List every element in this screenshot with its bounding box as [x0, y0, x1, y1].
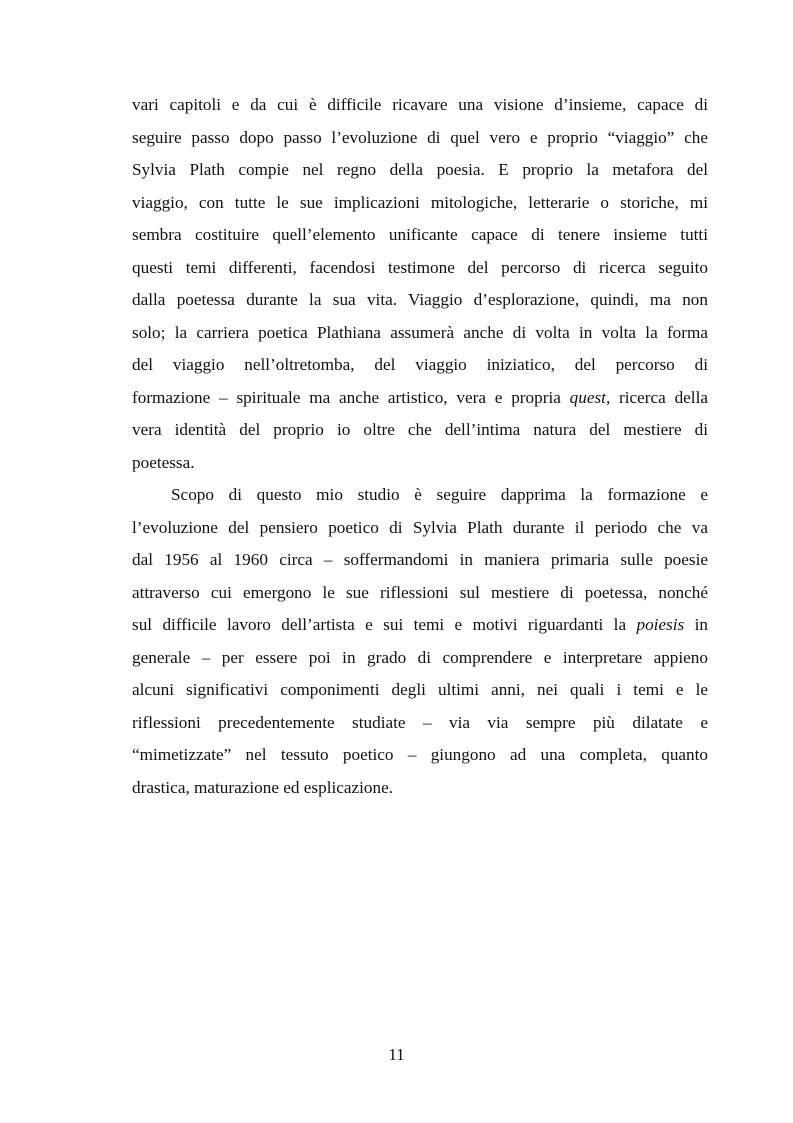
- text-line: solo; la carriera poetica Plathiana assumerà anche di volta in volta la forma: [132, 322, 708, 342]
- text-line: Scopo di questo mio studio è seguire dapprima la formazione e: [171, 485, 708, 504]
- italic-term-poiesis: poiesis: [636, 615, 685, 634]
- text-line: drastica, maturazione ed esplicazione.: [132, 777, 394, 797]
- text-segment: formazione – spirituale ma anche artistico, vera e propria: [132, 387, 570, 407]
- text-line: [132, 382, 708, 415]
- text-line: dalla poetessa durante la sua vita. Viaggio d’esplorazione, quindi, ma non: [132, 290, 708, 309]
- text-line: seguire passo dopo passo l’evoluzione di quel vero e proprio “viaggio” che: [132, 127, 708, 147]
- text-line: Sylvia Plath compie nel regno della poesia. E proprio la metafora del: [132, 160, 708, 179]
- text-line: viaggio, con tutte le sue implicazioni mitologiche, letterarie o storiche, mi: [132, 192, 708, 212]
- text-line: vari capitoli e da cui è difficile ricavare una visione d’insieme, capace di: [132, 95, 708, 114]
- text-line: “mimetizzate” nel tessuto poetico – giungono ad una completa, quanto: [132, 745, 708, 764]
- text-line: vera identità del proprio io oltre che dell’intima natura del mestiere di: [132, 420, 708, 439]
- text-segment: , ricerca della: [605, 387, 708, 407]
- text-line: attraverso cui emergono le sue riflessioni sul mestiere di poetessa, nonché: [132, 582, 708, 602]
- paragraph-2: [132, 479, 708, 804]
- text-line: alcuni significativi componimenti degli ultimi anni, nei quali i temi e le: [132, 680, 708, 699]
- text-line: poetessa.: [132, 452, 195, 472]
- text-line: dal 1956 al 1960 circa – soffermandomi in maniera primaria sulle poesie: [132, 550, 708, 569]
- text-line: del viaggio nell’oltretomba, del viaggio iniziatico, del percorso di: [132, 355, 708, 374]
- text-segment: in: [684, 615, 709, 634]
- paragraph-1: [132, 89, 708, 479]
- text-line: riflessioni precedentemente studiate – via via sempre più dilatate e: [132, 712, 708, 732]
- text-line: questi temi differenti, facendosi testimone del percorso di ricerca seguito: [132, 257, 708, 277]
- text-line: sembra costituire quell’elemento unificante capace di tenere insieme tutti: [132, 225, 708, 244]
- page-number: 11: [388, 1045, 405, 1064]
- text-line: generale – per essere poi in grado di comprendere e interpretare appieno: [132, 647, 708, 667]
- text-line: [132, 609, 708, 642]
- text-line: l’evoluzione del pensiero poetico di Sylvia Plath durante il periodo che va: [132, 517, 708, 537]
- text-segment: sul difficile lavoro dell’artista e sui temi e motivi riguardanti la: [132, 615, 637, 634]
- italic-term-quest: quest: [569, 387, 606, 407]
